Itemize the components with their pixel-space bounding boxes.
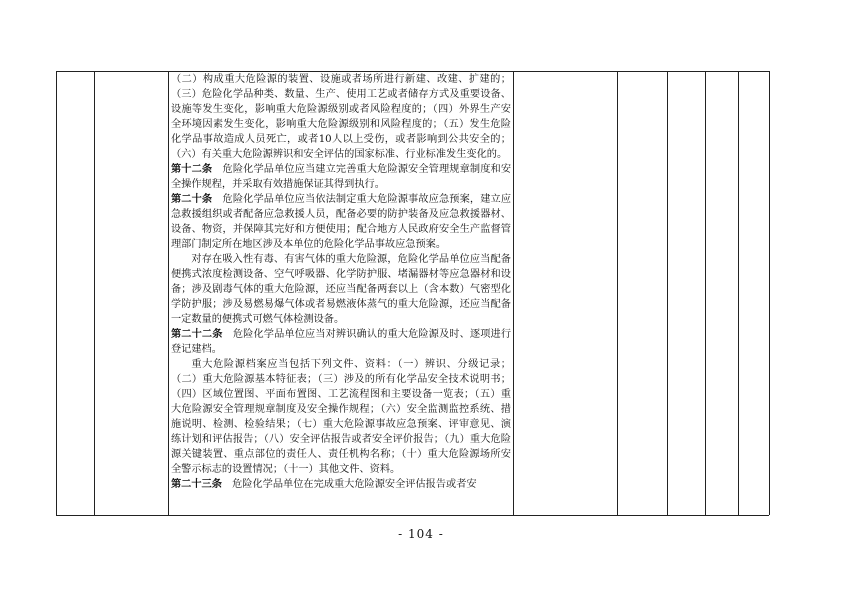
table-bottom-border [56,515,769,516]
article-text: 危险化学品单位应当依法制定重大危险源事故应急预案，建立应急救援组织或者配备应急救援人员，配备必要的防护装备及应急救援器材、设备、物资，并保障其完好和方便使用；配合地方人民政府安全生产监督管理部门制定所在地区涉及本单位的危险化学品事故应急预案。 [171,194,512,250]
table-col-line-3 [168,71,169,515]
article-number: 第二十二条 [171,328,223,340]
paragraph-archive-contents: 重大危险源档案应当包括下列文件、资料：（一）辨识、分级记录；（二）重大危险源基本特征表；（三）涉及的所有化学品安全技术说明书；（四）区域位置图、平面布置图、工艺流程图和主要设备一览表；（五）重大危险源安全管理规章制度及安全操作规程；（六）安全监测监控系统、措施说明、检测、检验结果；（七）重大危险源事故应急预案、评审意见、演练计划和评估报告；（八）安全评估报告或者安全评价报告；（九）重大危险源关键装置、重点部位的责任人、责任机构名称；（十）重大危险源场所安全警示标志的设置情况；（十一）其他文件、资料。 [171,359,511,475]
paragraph-article-23 [171,477,511,492]
table-col-line-2 [94,71,95,515]
table-col-line-6 [667,71,668,515]
article-text: 危险化学品单位应当对辨识确认的重大危险源及时、逐项进行登记建档。 [171,329,512,355]
regulation-text-cell [171,72,511,492]
page-number: - 104 - [398,527,444,541]
paragraph-article-20 [171,192,511,252]
paragraph-article-12 [171,162,511,192]
article-number: 第二十条 [171,193,213,205]
table-col-line-7 [705,71,706,515]
paragraph-article-22 [171,327,511,357]
paragraph-toxic-gas-equipment: 对存在吸入性有毒、有害气体的重大危险源，危险化学品单位应当配备便携式浓度检测设备、空气呼吸器、化学防护服、堵漏器材等应急器材和设备；涉及剧毒气体的重大危险源，还应当配备两套以上（含本数）气密型化学防护服；涉及易燃易爆气体或者易燃液体蒸气的重大危险源，还应当配备一定数量的便携式可燃气体检测设备。 [171,254,511,325]
paragraph-change-conditions: （二）构成重大危险源的装置、设施或者场所进行新建、改建、扩建的；（三）危险化学品种类、数量、生产、使用工艺或者储存方式及重要设备、设施等发生变化，影响重大危险源级别或者风险程度的；（四）外界生产安全环境因素发生变化，影响重大危险源级别和风险程度的；（五）发生危险化学品事故造成人员死亡，或者10人以上受伤，或者影响到公共安全的；（六）有关重大危险源辨识和安全评估的国家标准、行业标准发生变化的。 [171,74,511,160]
article-number: 第二十三条 [171,478,222,490]
table-col-line-9 [769,71,770,515]
table-col-line-5 [617,71,618,515]
table-col-line-8 [738,71,739,515]
table-col-line-4 [513,71,514,515]
table-col-line-1 [56,71,57,515]
article-number: 第十二条 [171,163,213,175]
article-text: 危险化学品单位在完成重大危险源安全评估报告或者安 [221,479,477,490]
article-text: 危险化学品单位应当建立完善重大危险源安全管理规章制度和安全操作规程，并采取有效措施保证其得到执行。 [171,164,512,190]
